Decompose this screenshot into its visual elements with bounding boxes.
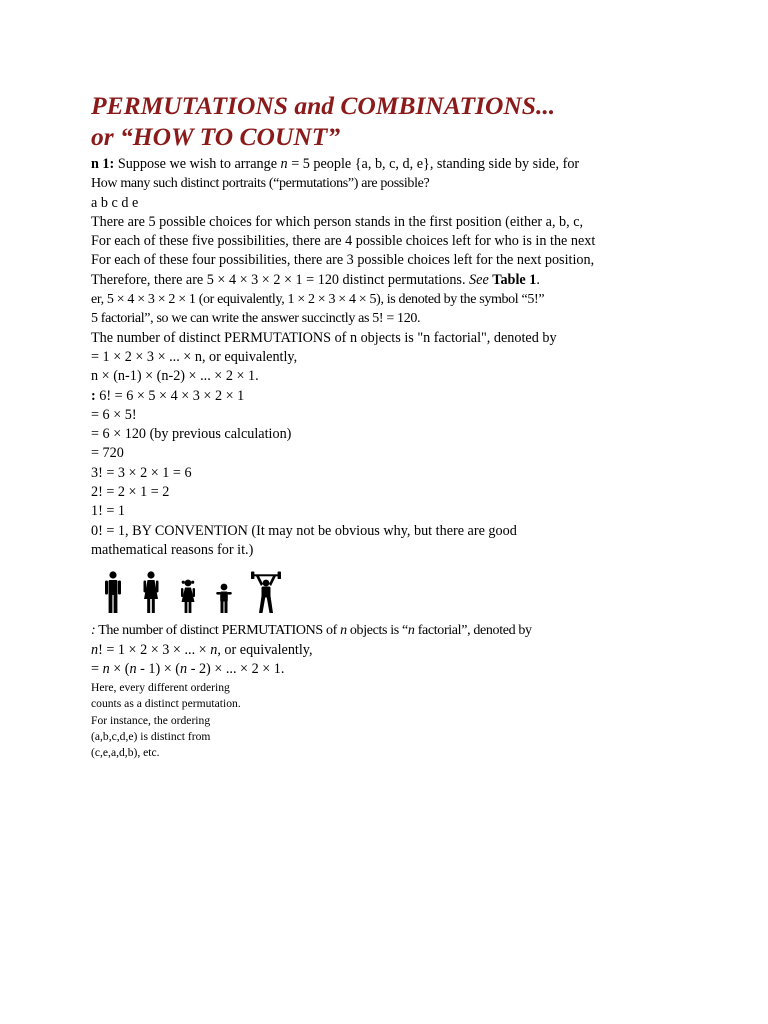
girl-icon <box>179 579 197 613</box>
text-line: 5 factorial”, so we can write the answer succinctly as 5! = 120. <box>91 311 421 327</box>
text-line: n × (n-1) × (n-2) × ... × 2 × 1. <box>91 368 259 385</box>
note-line: counts as a distinct permutation. <box>91 697 241 711</box>
definition-line: = n × (n - 1) × (n - 2) × ... × 2 × 1. <box>91 660 285 677</box>
text-line: = 720 <box>91 445 124 462</box>
note-block <box>91 680 751 761</box>
child-icon <box>215 583 233 613</box>
people-figures <box>103 569 751 613</box>
note-line: (c,e,a,d,b), etc. <box>91 745 160 759</box>
definition-line: n! = 1 × 2 × 3 × ... × n, or equivalently, <box>91 641 313 658</box>
table-reference: Table 1 <box>492 271 537 288</box>
note-line: For instance, the ordering <box>91 713 211 727</box>
text-line: 3! = 3 × 2 × 1 = 6 <box>91 464 192 481</box>
definition-line: : The number of distinct PERMUTATIONS of n objects is “n factorial”, denoted by <box>91 623 532 639</box>
note-line: Here, every different ordering <box>91 681 230 695</box>
text-line: mathematical reasons for it.) <box>91 541 254 558</box>
text-line: For each of these four possibilities, there are 3 possible choices left for the next position, <box>91 252 595 269</box>
text-line: For each of these five possibilities, there are 4 possible choices left for who is in the next <box>91 233 596 250</box>
intro-line: n 1: Suppose we wish to arrange n = 5 people {a, b, c, d, e}, standing side by side, for <box>91 156 580 172</box>
text-line: : 6! = 6 × 5 × 4 × 3 × 2 × 1 <box>91 387 245 404</box>
text-line: 0! = 1, BY CONVENTION (It may not be obvious why, but there are good <box>91 522 517 539</box>
woman-icon <box>141 571 161 613</box>
text-line: a b c d e <box>91 194 139 211</box>
man-icon <box>103 571 123 613</box>
intro-label: n 1: <box>91 156 115 172</box>
text-line: 1! = 1 <box>91 503 126 520</box>
text-line: = 6 × 5! <box>91 406 137 423</box>
text-line: = 1 × 2 × 3 × ... × n, or equivalently, <box>91 348 298 365</box>
text-line: er, 5 × 4 × 3 × 2 × 1 (or equivalently, 1 × 2 × 3 × 4 × 5), is denoted by the symbol “5!” <box>91 292 545 308</box>
text-line: How many such distinct portraits (“permutations”) are possible? <box>91 176 430 192</box>
note-line: (a,b,c,d,e) is distinct from <box>91 729 211 743</box>
text-line: The number of distinct PERMUTATIONS of n objects is "n factorial", denoted by <box>91 329 557 346</box>
text-line: = 6 × 120 (by previous calculation) <box>91 426 292 443</box>
document-body <box>91 155 751 761</box>
weightlifter-icon <box>251 571 281 613</box>
page-title: PERMUTATIONS and COMBINATIONS... <box>91 91 556 120</box>
page-subtitle: or “HOW TO COUNT” <box>91 122 341 151</box>
text-line: 2! = 2 × 1 = 2 <box>91 484 170 501</box>
text-line: Therefore, there are 5 × 4 × 3 × 2 × 1 = 120 distinct permutations. See Table 1. <box>91 271 540 288</box>
text-line: There are 5 possible choices for which person stands in the first position (either a, b, c, <box>91 213 584 230</box>
document-page <box>91 90 751 761</box>
